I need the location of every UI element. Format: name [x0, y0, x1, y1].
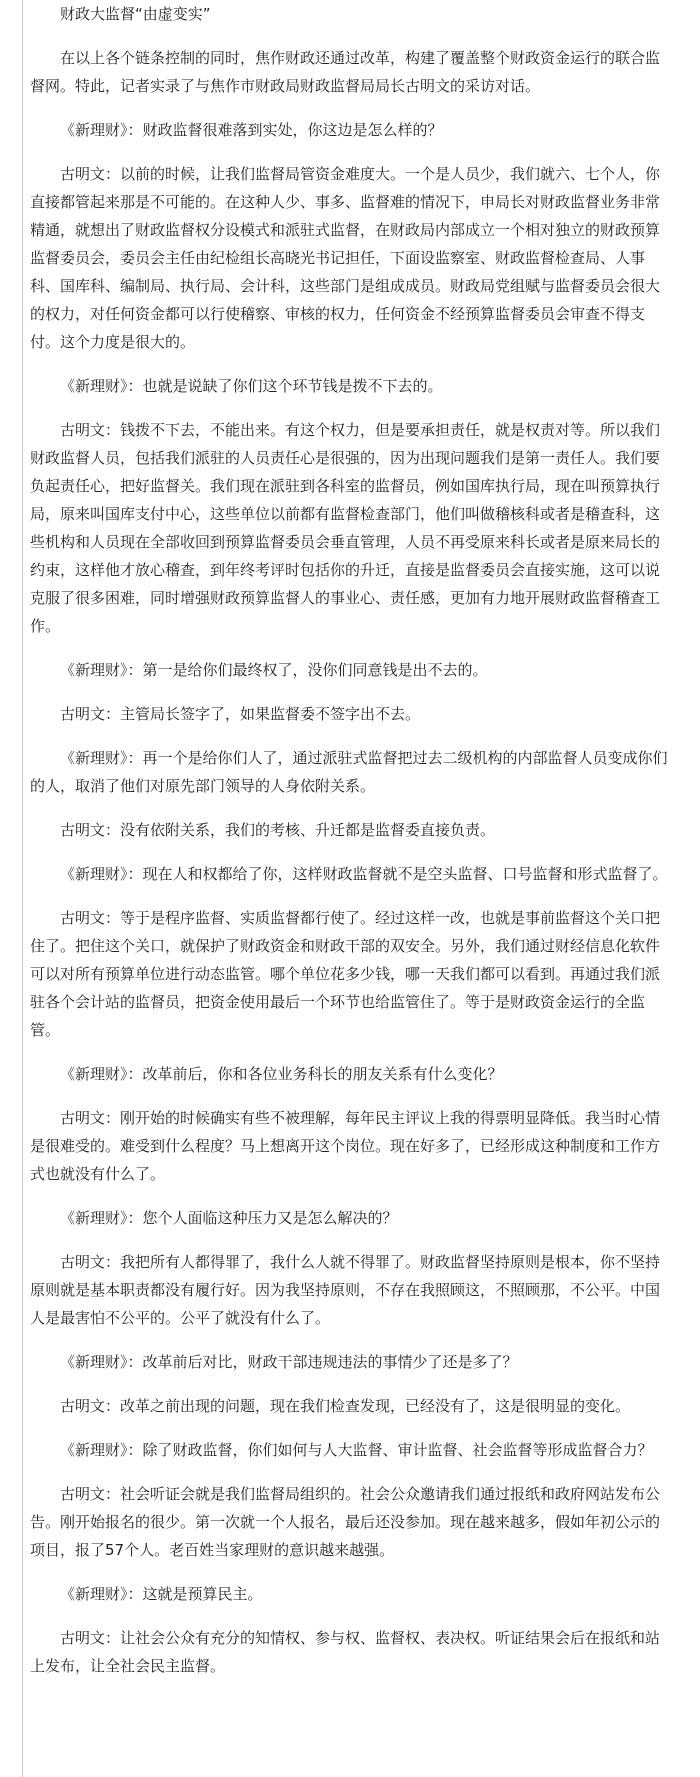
answer-6: 古明文：刚开始的时候确实有些不被理解，每年民主评议上我的得票明显降低。我当时心情是很难受的。难受到什么程度？马上想离开这个岗位。现在好多了，已经形成这种制度和工作方式也就没有什么了。	[30, 1109, 661, 1183]
paragraph-intro: 在以上各个链条控制的同时，焦作财政还通过改革，构建了覆盖整个财政资金运行的联合监督网。特此，记者实录了与焦作市财政局财政监督局局长古明文的采访对话。	[30, 49, 661, 95]
answer-7: 古明文：我把所有人都得罪了，我什么人就不得罪了。财政监督坚持原则是根本，你不坚持原则就是基本职责都没有履行好。因为我坚持原则，不存在我照顾这，不照顾那，不公平。中国人是最害怕不公平的。公平了就没有什么了。	[30, 1253, 661, 1327]
question-4: 《新理财》：再一个是给你们人了，通过派驻式监督把过去二级机构的内部监督人员变成你们的人，取消了他们对原先部门领导的人身依附关系。	[30, 749, 668, 795]
question-10: 《新理财》：这就是预算民主。	[60, 1585, 263, 1603]
article-body	[30, 0, 674, 1696]
answer-9: 古明文：社会听证会就是我们监督局组织的。社会公众邀请我们通过报纸和政府网站发布公告。刚开始报名的很少。第一次就一个人报名，最后还没参加。现在越来越多，假如年初公示的项目，报了57个人。老百姓当家理财的意识越来越强。	[30, 1485, 661, 1559]
question-8: 《新理财》：改革前后对比，财政干部违规违法的事情少了还是多了？	[60, 1353, 518, 1371]
question-2: 《新理财》：也就是说缺了你们这个环节钱是拨不下去的。	[60, 377, 443, 395]
answer-8: 古明文：改革之前出现的问题，现在我们检查发现，已经没有了，这是很明显的变化。	[60, 1397, 631, 1415]
question-5: 《新理财》：现在人和权都给了你，这样财政监督就不是空头监督、口号监督和形式监督了。	[60, 865, 668, 883]
left-border-line	[22, 0, 23, 1777]
question-7: 《新理财》：您个人面临这种压力又是怎么解决的？	[60, 1209, 398, 1227]
question-6: 《新理财》：改革前后，你和各位业务科长的朋友关系有什么变化？	[60, 1065, 503, 1083]
question-9: 《新理财》：除了财政监督，你们如何与人大监督、审计监督、社会监督等形成监督合力？	[60, 1441, 653, 1459]
question-3: 《新理财》：第一是给你们最终权了，没你们同意钱是出不去的。	[60, 661, 488, 679]
answer-4: 古明文：没有依附关系，我们的考核、升迁都是监督委直接负责。	[60, 821, 496, 839]
answer-2: 古明文：钱拨不下去，不能出来。有这个权力，但是要承担责任，就是权责对等。所以我们财政监督人员，包括我们派驻的人员责任心是很强的，因为出现问题我们是第一责任人。我们要负起责任心，把好监督关。我们现在派驻到各科室的监督员，例如国库执行局，现在叫预算执行局，原来叫国库支付中心，这些单位以前都有监督检查部门，他们叫做稽核科或者是稽查科，这些机构和人员现在全部收回到预算监督委员会垂直管理，人员不再受原来科长或者是原来局长的约束，这样他才放心稽查，到年终考评时包括你的升迁，直接是监督委员会直接实施，这可以说克服了很多困难，同时增强财政预算监督人的事业心、责任感，更加有力地开展财政监督稽查工作。	[30, 421, 661, 635]
question-1: 《新理财》：财政监督很难落到实处，你这边是怎么样的？	[60, 121, 443, 139]
answer-5: 古明文：等于是程序监督、实质监督都行使了。经过这样一改，也就是事前监督这个关口把住了。把住这个关口，就保护了财政资金和财政干部的双安全。另外，我们通过财经信息化软件可以对所有预算单位进行动态监管。哪个单位花多少钱，哪一天我们都可以看到。再通过我们派驻各个会计站的监督员，把资金使用最后一个环节也给监管住了。等于是财政资金运行的全监管。	[30, 909, 661, 1039]
answer-1: 古明文：以前的时候，让我们监督局管资金难度大。一个是人员少，我们就六、七个人，你直接都管起来那是不可能的。在这种人少、事多、监督难的情况下，申局长对财政监督业务非常精通，就想出了财政监督权分设模式和派驻式监督，在财政局内部成立一个相对独立的财政预算监督委员会，委员会主任由纪检组长高晓光书记担任，下面设监察室、财政监督检查局、人事科、国库科、编制局、执行局、会计科，这些部门是组成成员。财政局党组赋与监督委员会很大的权力，对任何资金都可以行使稽察、审核的权力，任何资金不经预算监督委员会审查不得支付。这个力度是很大的。	[30, 165, 661, 351]
section-heading: 财政大监督“由虚变实”	[60, 5, 211, 23]
answer-3: 古明文：主管局长签字了，如果监督委不签字出不去。	[60, 705, 421, 723]
answer-10: 古明文：让社会公众有充分的知情权、参与权、监督权、表决权。听证结果会后在报纸和站上发布，让全社会民主监督。	[30, 1629, 661, 1675]
